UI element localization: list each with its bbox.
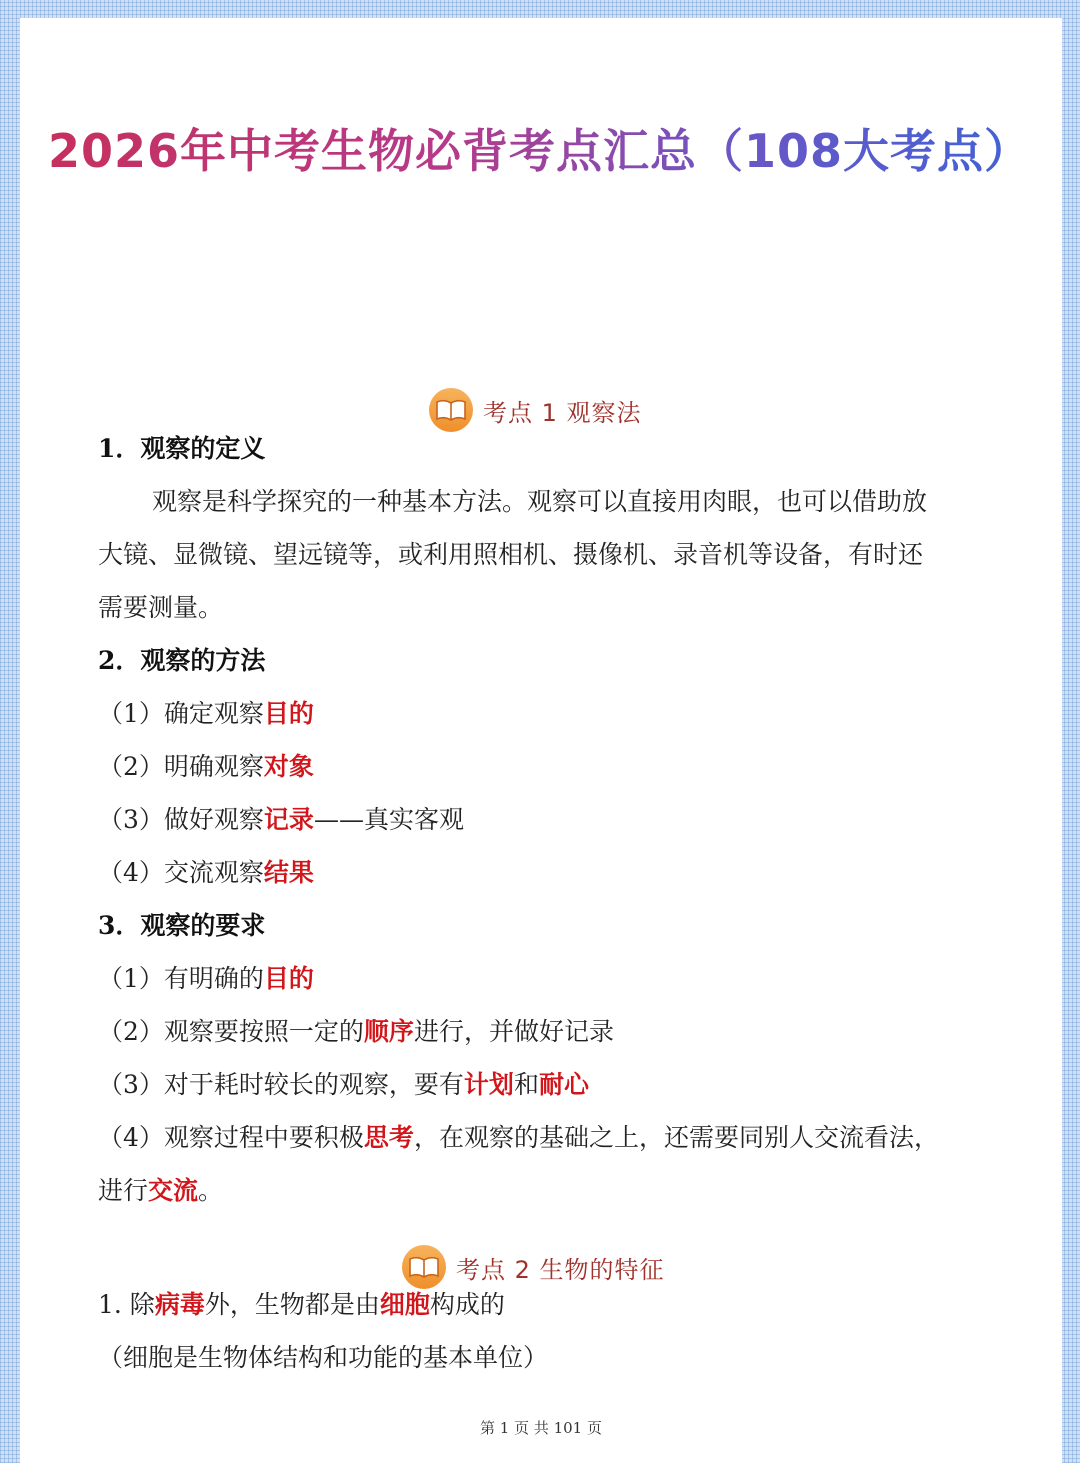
highlight: 对象 [263,752,314,781]
list-item: （2）观察要按照一定的顺序进行，并做好记录 [98,1017,614,1046]
highlight: 交流 [148,1176,199,1205]
list-item: （3）做好观察记录——真实客观 [98,805,464,834]
paragraph-line: 观察是科学探究的一种基本方法。观察可以直接用肉眼，也可以借助放 [152,487,928,516]
section-1-title: 考点 1 观察法 [483,398,642,427]
highlight: 记录 [263,805,314,834]
paragraph-line: 需要测量。 [98,593,224,622]
highlight: 结果 [263,858,314,887]
paragraph-line: 大镜、显微镜、望远镜等，或利用照相机、摄像机、录音机等设备，有时还 [98,540,924,569]
highlight: 目的 [263,964,314,993]
list-item: （4）交流观察结果 [98,858,314,887]
list-item: （2）明确观察对象 [98,752,314,781]
book-icon [398,1245,452,1289]
list-item: （1）确定观察目的 [98,699,314,728]
highlight: 计划 [463,1070,514,1099]
heading-method: 2．观察的方法 [98,646,266,675]
highlight: 思考 [363,1123,414,1152]
list-item: （1）有明确的目的 [98,964,314,993]
highlight: 细胞 [379,1290,430,1319]
page-title: 2026年中考生物必背考点汇总（108大考点） [48,106,1038,196]
heading-requirements: 3．观察的要求 [98,911,266,940]
list-item: （4）观察过程中要积极思考，在观察的基础之上，还需要同别人交流看法， [98,1123,939,1152]
highlight: 目的 [263,699,314,728]
highlight: 病毒 [154,1290,205,1319]
paragraph-line: （细胞是生物体结构和功能的基本单位） [98,1343,549,1372]
section-1-heading [425,388,642,432]
list-item: （3）对于耗时较长的观察，要有计划和耐心 [98,1070,589,1099]
book-icon [425,388,479,432]
section-2-title: 考点 2 生物的特征 [456,1255,665,1284]
heading-definition: 1．观察的定义 [98,434,266,463]
section-2-heading [398,1245,665,1289]
list-item-continuation: 进行交流。 [98,1176,224,1205]
document-page [20,18,1062,1463]
page-number-footer: 第 1 页 共 101 页 [479,1419,602,1437]
paragraph-line: 1. 除病毒外，生物都是由细胞构成的 [98,1290,505,1319]
highlight: 耐心 [538,1070,589,1099]
highlight: 顺序 [363,1017,414,1046]
